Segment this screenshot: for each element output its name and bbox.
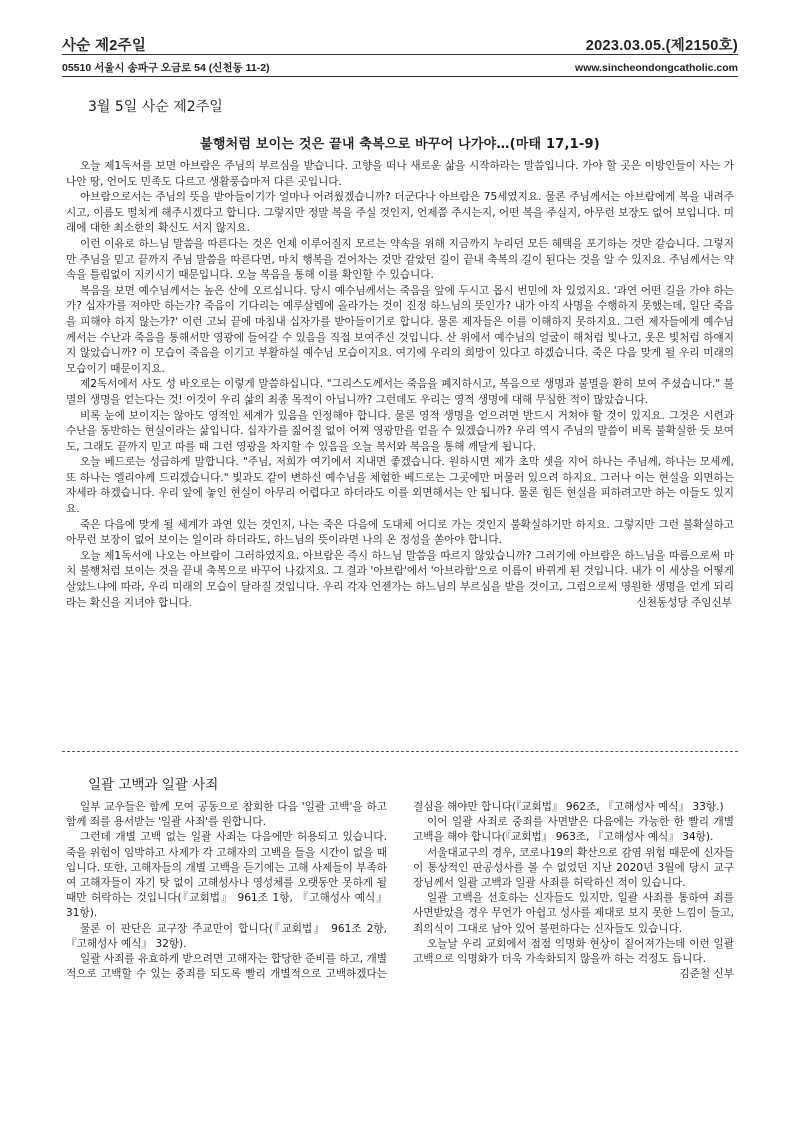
homily-paragraph: 오늘 베드로는 성급하게 말합니다. "주님, 저희가 여기에서 지내면 좋겠습니다. 원하시면 제가 초막 셋을 지어 하나는 주님께, 하나는 모세께, 또 하나는 엘리야께 드리겠습니다." 빛과도 같이 변하신 예수님을 체험한 베드로는 그곳에만 머물러 있으려 하지요. 그러나 이는 현실을 외면하는 자세라 하겠습니다. 우리 앞에 놓인 현실이 아무리 어렵다고 하더라도 이를 외면해서는 안 됩니다. 물론 힘든 현실을 피하려고만 하는 이들도 있지요. <box>66 456 734 516</box>
homily-paragraph: 오늘 제1독서를 보면 아브람은 주님의 부르심을 받습니다. 고향을 떠나 새로운 삶을 시작하라는 말씀입니다. 가야 할 곳은 이방인들이 사는 가나안 땅, 언어도 민족도 다르고 생활풍습마저 다른 곳입니다. <box>66 160 734 188</box>
homily-paragraph: 오늘 제1독서에 나오는 아브람이 그러하였지요. 아브람은 즉시 하느님 말씀을 따르지 않았습니까? 그러기에 아브람은 하느님을 따름으로써 마치 불행처럼 보이는 것을 끝내 축복으로 바꾸어 나갔지요. 그 결과 '아브람'에서 '아브라함'으로 이름이 바뀌게 된 것입니다. 내가 이 세상을 어떻게 살았느냐에 따라, 우리 미래의 모습이 달라질 것입니다. 우리 각자 언젠가는 하느님의 부르심을 받을 것이고, 그럼으로써 영원한 생명을 얻게 되리라는 확신을 지녀야 합니다. <box>66 549 734 609</box>
section-title: 3월 5일 사순 제2주일 <box>88 99 223 115</box>
bulletin-title: 사순 제2주일 <box>62 38 147 54</box>
confession-paragraph: 물론 이 판단은 교구장 주교만이 합니다(『교회법』 961조 2항, 『고해성사 예식』 32항). <box>66 922 387 950</box>
parish-address: 05510 서울시 송파구 오금로 54 (신천동 11-2) <box>62 62 270 74</box>
subheader-divider <box>62 76 738 77</box>
confession-paragraph: 오늘날 우리 교회에서 점점 익명화 현상이 짙어져가는데 이런 일괄 고백으로 익명화가 더욱 가속화되지 않을까 하는 걱정도 듭니다. <box>413 937 734 966</box>
header-divider <box>62 54 738 55</box>
confession-body <box>66 800 734 982</box>
homily-body <box>66 159 734 611</box>
confession-paragraph: 일괄 고백을 선호하는 신자들도 있지만, 일괄 사죄를 통하여 죄를 사면받았을 경우 무언가 아쉽고 성사를 제대로 보지 못한 느낌이 들고, 죄의식이 그대로 남아 있어 불편하다는 신자들도 있습니다. <box>413 892 734 935</box>
confession-paragraph: 그런데 개별 고백 없는 일괄 사죄는 다음에만 허용되고 있습니다. 죽을 위험이 임박하고 사제가 각 고해자의 고백을 들을 시간이 없을 때입니다. 또한, 고해자들의 개별 고백을 듣기에는 고해 사제들이 부족하여 고해자들이 자기 탓 없이 고해성사나 영성체를 오랫동안 못하게 될 때만 허락하는 것입니다(『교회법』 961조 1항, 『고해성사 예식』 31항). <box>66 831 387 920</box>
bulletin-subheader <box>62 60 738 75</box>
confession-paragraph: 일부 교우들은 함께 모여 공동으로 참회한 다음 '일괄 고백'을 하고 함께 죄를 용서받는 '일괄 사죄'를 원합니다. <box>66 801 387 829</box>
confession-title: 일괄 고백과 일괄 사죄 <box>88 777 219 793</box>
homily-paragraph: 아브람으로서는 주님의 뜻을 받아들이기가 얼마나 어려웠겠습니까? 더군다나 아브람은 75세였지요. 물론 주님께서는 아브람에게 복을 내려주시고, 이름도 떨치게 해주시겠다고 합니다. 그렇지만 정말 복을 주실 것인지, 언제쯤 주시는지, 어떤 복을 주실지, 아무런 보장도 없어 보입니다. 미래에 대한 최소한의 확신도 서지 않지요. <box>66 191 734 235</box>
section-divider <box>62 751 738 752</box>
bulletin-date-issue: 2023.03.05.(제2150호) <box>585 38 738 54</box>
homily-paragraph: 복음을 보면 예수님께서는 높은 산에 오르십니다. 당시 예수님께서는 죽음을 앞에 두시고 몹시 번민에 차 있었지요. '과연 어떤 길을 가야 하는가? 십자가를 져야만 하는가? 죽음이 기다리는 예루살렘에 올라가는 것이 진정 하느님의 뜻인가? 내가 아직 사명을 수행하지 못했는데, 일단 죽음을 피해야 하지 않는가?' 이런 고뇌 끝에 마침내 십자가를 받아들이기로 합니다. 물론 제자들은 이를 이해하지 못하지요. 그런 제자들에게 예수님께서는 수난과 죽음을 통해서만 영광에 들어갈 수 있음을 직접 보여주신 것입니다. 산 위에서 예수님의 얼굴이 해처럼 빛나고, 옷은 빛처럼 하얘지지 않았습니까? 이 모습이 죽음을 이기고 부활하실 예수님 모습이지요. 여기에 우리의 희망이 있다고 하겠습니다. 죽은 다음 맞게 될 우리 미래의 모습이기 때문이지요. <box>66 284 734 375</box>
homily-paragraph: 비록 눈에 보이지는 않아도 영적인 세계가 있음을 인정해야 합니다. 물론 영적 생명을 얻으려면 반드시 거쳐야 할 것이 있지요. 그것은 시련과 수난을 동반하는 현실이라는 삶입니다. 십자가를 짊어질 없이 어찌 영광만을 얻을 수 있겠습니까? 우리 역시 주님의 말씀이 비록 불확실한 듯 보여도, 그래도 끝까지 믿고 따를 때 그런 영광을 차지할 수 있음을 오늘 복서와 복음을 통해 깨달게 됩니다. <box>66 409 734 453</box>
homily-paragraph: 죽은 다음에 맞게 될 세계가 과연 있는 것인지, 나는 죽은 다음에 도대체 어디로 가는 것인지 불확실하기만 하지요. 그렇지만 그런 불확실하고 아무런 보장이 없어 보이는 일이라 하더라도, 하느님의 뜻이라면 나의 온 정성을 쏟아야 합니다. <box>66 518 734 547</box>
parish-website-link[interactable]: www.sincheondongcatholic.com <box>575 62 738 74</box>
homily-paragraph: 이런 이유로 하느님 말씀을 따른다는 것은 언제 이루어질지 모르는 약속을 위해 지금까지 누리던 모든 혜택을 포기하는 것만 같습니다. 그렇지만 주님을 믿고 끝까지 주님 말씀을 따른다면, 마치 행복을 걷어차는 것만 같았던 길이 끝내 축복의 길이 된다는 것을 알 수 있지요. 주님께서는 약속을 틀림없이 지키시기 때문입니다. 오늘 복음을 통해 이를 확인할 수 있습니다. <box>66 237 734 282</box>
homily-paragraph: 제2독서에서 사도 성 바오로는 이렇게 말씀하십니다. "그리스도께서는 죽음을 폐지하시고, 복음으로 생명과 불멸을 환히 보여 주셨습니다." 불멸의 생명을 얻는다는 것! 이것이 우리 삶의 최종 목적이 아닙니까? 그런데도 우리는 영적 생명에 대해 무심한 적이 많았습니다. <box>66 378 734 406</box>
homily-heading: 불행처럼 보이는 것은 끝내 축복으로 바꾸어 나가야…(마태 17,1-9) <box>200 137 600 152</box>
confession-paragraph: 일괄 사죄를 유효하게 받으려면 고해자는 합당한 준비를 하고, 개별적으로 고백할 수 있는 중죄를 되도록 빨리 개별적으로 고백하겠다는 결심을 해야만 합니다(『교회법』 962조, 『고해성사 예식』 33항.) <box>66 801 724 981</box>
confession-paragraph: 서울대교구의 경우, 코로나19의 확산으로 감염 위험 때문에 신자들이 통상적인 판공성사를 볼 수 없었던 지난 2020년 3월에 당시 교구장님께서 일괄 고백과 일괄 사죄를 허락하신 적이 있습니다. <box>413 846 734 890</box>
bulletin-header <box>62 34 738 55</box>
confession-signature: 김준철 신부 <box>679 968 734 981</box>
confession-paragraph: 이어 일괄 사죄로 중죄를 사면받은 다음에는 가능한 한 빨리 개별 고백을 해야 합니다(『교회법』 963조, 『고해성사 예식』 34항). <box>413 816 734 844</box>
homily-signature: 신천동성당 주임신부 <box>636 596 732 609</box>
